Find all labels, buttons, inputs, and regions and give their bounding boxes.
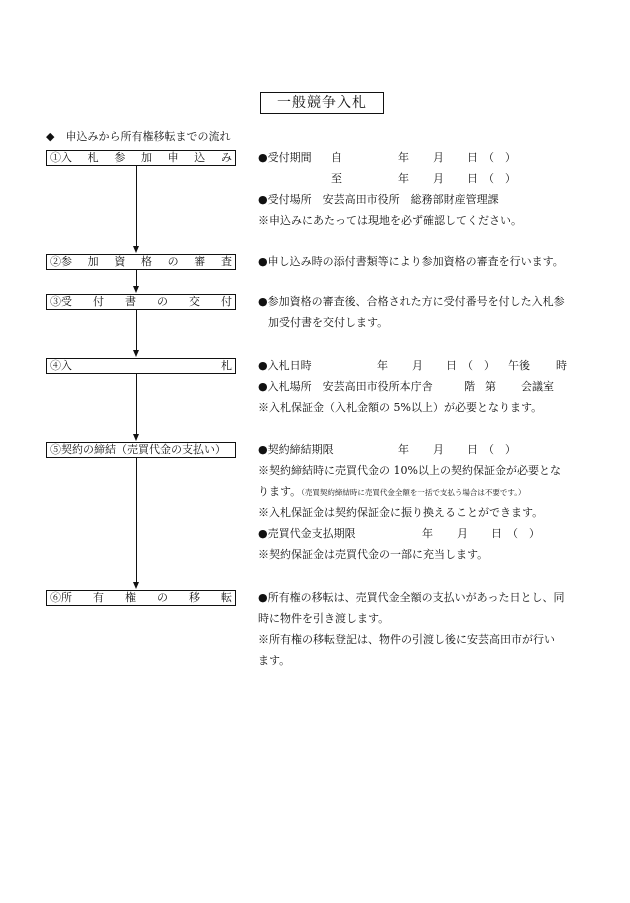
step-char: 審	[194, 255, 206, 268]
flow-arrow-down-icon	[133, 246, 139, 253]
s4-weekday: （ ）	[462, 359, 495, 372]
s6-line1: ●所有権の移転は、売買代金全額の支払いがあった日とし、同	[258, 591, 565, 604]
s1-to-day: 日	[467, 172, 478, 185]
s5-line2-small-note: （売買契約締結時に売買代金全額を一括で支払う場合は不要です。）	[301, 488, 526, 497]
step-2-eligibility-review	[46, 254, 236, 270]
s4-year: 年	[377, 359, 388, 372]
step-char: 付	[93, 295, 104, 308]
s5-day: 日	[467, 443, 478, 456]
s1-period-label: ●受付期間	[258, 151, 312, 164]
step-char: 参	[114, 151, 126, 164]
s6-line2: 時に物件を引き渡します。	[258, 612, 390, 625]
s4-day: 日	[446, 359, 457, 372]
s4-month: 月	[412, 359, 423, 372]
step-char: の	[157, 591, 168, 604]
step-char: 加	[87, 255, 99, 268]
flow-arrow-down-icon	[133, 286, 139, 293]
s4-floor: 階	[464, 380, 475, 393]
s4-place: ●入札場所 安芸高田市役所本庁舎	[258, 380, 433, 393]
step-char: 付	[221, 295, 232, 308]
step-char: ②参	[50, 255, 72, 268]
s1-from-year: 年	[398, 151, 409, 164]
flow-arrow-line	[136, 458, 137, 582]
step-char: ④入	[50, 359, 72, 372]
s5-pay-year: 年	[422, 527, 433, 540]
step-char: 権	[125, 591, 136, 604]
s1-to: 至	[331, 172, 342, 185]
s4-hour: 時	[556, 359, 567, 372]
step-char: 査	[220, 255, 232, 268]
step-3-receipt-issuance	[46, 294, 236, 310]
step-char: 申	[167, 151, 179, 164]
s1-note: ※申込みにあたっては現地を必ず確認してください。	[258, 214, 522, 227]
s1-from-weekday: （ ）	[483, 151, 516, 164]
step-char: の	[167, 255, 179, 268]
step-char: み	[220, 151, 232, 164]
step-4-bidding	[46, 358, 236, 374]
step-char: 込	[194, 151, 206, 164]
s6-line3: ※所有権の移転登記は、物件の引渡し後に安芸高田市が行い	[258, 633, 555, 646]
flow-intro-heading: ◆ 申込みから所有権移転までの流れ	[46, 130, 231, 143]
s5-line2-text: ります。	[258, 485, 302, 498]
s4-date-label: ●入札日時	[258, 359, 312, 372]
step-char: 書	[125, 295, 136, 308]
flow-arrow-down-icon	[133, 582, 139, 589]
s1-to-year: 年	[398, 172, 409, 185]
s5-pay-month: 月	[457, 527, 468, 540]
s5-line2	[258, 485, 526, 500]
flow-arrow-line	[136, 374, 137, 434]
step-char: 格	[140, 255, 152, 268]
flow-arrow-down-icon	[133, 350, 139, 357]
flow-arrow-down-icon	[133, 434, 139, 441]
s5-pay-label: ●売買代金支払期限	[258, 527, 356, 540]
flow-arrow-line	[136, 310, 137, 350]
step-char: 資	[114, 255, 126, 268]
step-char: 有	[93, 591, 104, 604]
s1-to-weekday: （ ）	[483, 172, 516, 185]
s3-line1: ●参加資格の審査後、合格された方に受付番号を付した入札参	[258, 295, 565, 308]
step-char: ⑥所	[50, 591, 72, 604]
step-char: ③受	[50, 295, 72, 308]
s2-line: ●申し込み時の添付書類等により参加資格の審査を行います。	[258, 255, 564, 268]
step-char: 札	[87, 151, 99, 164]
s5-year: 年	[398, 443, 409, 456]
step-char: ⑤契約の締結（売買代金の支払い）	[50, 443, 226, 456]
s4-pm: 午後	[508, 359, 530, 372]
flow-arrow-line	[136, 270, 137, 286]
s6-line4: ます。	[258, 654, 291, 667]
step-char: 転	[221, 591, 232, 604]
s3-line2: 加受付書を交付します。	[268, 316, 389, 329]
s5-deadline-label: ●契約締結期限	[258, 443, 334, 456]
s1-to-month: 月	[433, 172, 444, 185]
s1-from-day: 日	[467, 151, 478, 164]
step-5-contract-signing	[46, 442, 236, 458]
s5-month: 月	[433, 443, 444, 456]
step-char: の	[157, 295, 168, 308]
step-char: 札	[221, 359, 232, 372]
s4-deposit: ※入札保証金（入札金額の 5%以上）が必要となります。	[258, 401, 543, 414]
page-title: 一般競争入札	[260, 92, 384, 114]
step-1-application	[46, 150, 236, 166]
step-char: 移	[189, 591, 200, 604]
s5-pay-weekday: （ ）	[507, 527, 540, 540]
s5-line3: ※入札保証金は契約保証金に振り換えることができます。	[258, 506, 544, 519]
step-char: ①入	[50, 151, 72, 164]
s5-line4: ※契約保証金は売買代金の一部に充当します。	[258, 548, 489, 561]
s1-from: 自	[331, 151, 342, 164]
s5-weekday: （ ）	[483, 443, 516, 456]
s5-pay-day: 日	[491, 527, 502, 540]
step-char: 交	[189, 295, 200, 308]
s4-dai: 第	[485, 380, 496, 393]
s1-place: ●受付場所 安芸高田市役所 総務部財産管理課	[258, 193, 499, 206]
s1-from-month: 月	[433, 151, 444, 164]
s5-line1: ※契約締結時に売買代金の 10%以上の契約保証金が必要とな	[258, 464, 561, 477]
step-6-ownership-transfer	[46, 590, 236, 606]
flow-arrow-line	[136, 166, 137, 246]
s4-room: 会議室	[521, 380, 554, 393]
step-char: 加	[140, 151, 152, 164]
